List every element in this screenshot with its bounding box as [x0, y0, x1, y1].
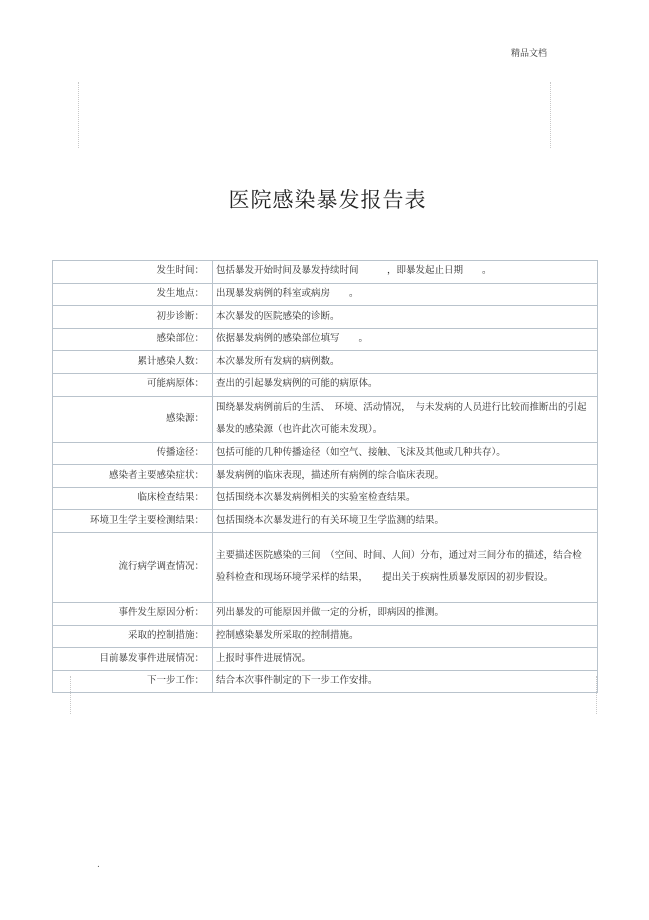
row-label: 事件发生原因分析：	[53, 602, 213, 625]
table-row	[53, 283, 598, 306]
margin-guide	[78, 82, 79, 148]
table-row	[53, 625, 598, 648]
row-label: 目前暴发事件进展情况：	[53, 648, 213, 671]
row-label: 采取的控制措施：	[53, 625, 213, 648]
row-value: 查出的引起暴发病例的可能的病原体。	[213, 373, 598, 396]
table-row	[53, 351, 598, 374]
row-value: 包括暴发开始时间及暴发持续时间 ，即暴发起止日期 。	[213, 261, 598, 284]
row-value: 主要描述医院感染的三间 （空间、时间、人间）分布，通过对三间分布的描述，结合检验科检查和现场环境学采样的结果， 提出关于疾病性质暴发原因的初步假设。	[213, 532, 598, 602]
row-label: 临床检查结果：	[53, 487, 213, 510]
row-value: 暴发病例的临床表现，描述所有病例的综合临床表现。	[213, 465, 598, 488]
table-row	[53, 442, 598, 465]
row-value: 包括围绕本次暴发病例相关的实验室检查结果。	[213, 487, 598, 510]
table-row	[53, 396, 598, 442]
table-row	[53, 261, 598, 284]
row-value: 上报时事件进展情况。	[213, 648, 598, 671]
row-label: 下一步工作：	[53, 670, 213, 693]
row-value: 本次暴发所有发病的病例数。	[213, 351, 598, 374]
row-value: 包括可能的几种传播途径（如空气、接触、飞沫及其他或几种共存）。	[213, 442, 598, 465]
table-row	[53, 602, 598, 625]
row-value: 围绕暴发病例前后的生活、 环境、活动情况， 与未发病的人员进行比较而推断出的引起暴发的感染源（也许此次可能未发现）。	[213, 396, 598, 442]
table-row	[53, 465, 598, 488]
row-label: 环境卫生学主要检测结果：	[53, 510, 213, 533]
table-row	[53, 532, 598, 602]
row-value: 出现暴发病例的科室或病房 。	[213, 283, 598, 306]
row-label: 初步诊断：	[53, 306, 213, 329]
row-value: 本次暴发的医院感染的诊断。	[213, 306, 598, 329]
row-label: 可能病原体：	[53, 373, 213, 396]
row-label: 感染者主要感染症状：	[53, 465, 213, 488]
row-label: 感染源：	[53, 396, 213, 442]
row-value: 控制感染暴发所采取的控制措施。	[213, 625, 598, 648]
footer-mark: .	[97, 860, 100, 870]
row-label: 发生时间：	[53, 261, 213, 284]
row-value: 结合本次事件制定的下一步工作安排。	[213, 670, 598, 693]
row-value: 列出暴发的可能原因并做一定的分析，即病因的推测。	[213, 602, 598, 625]
row-label: 发生地点：	[53, 283, 213, 306]
margin-guide	[550, 82, 551, 148]
table-row	[53, 670, 598, 693]
margin-guide	[596, 676, 597, 714]
header-note: 精品文档	[511, 49, 548, 59]
table-row	[53, 487, 598, 510]
table-row	[53, 648, 598, 671]
row-label: 传播途径：	[53, 442, 213, 465]
table-row	[53, 510, 598, 533]
table-row	[53, 373, 598, 396]
row-value: 依据暴发病例的感染部位填写 。	[213, 328, 598, 351]
row-label: 感染部位：	[53, 328, 213, 351]
table-row	[53, 306, 598, 329]
report-table	[52, 260, 598, 693]
margin-guide	[70, 676, 71, 714]
report-title: 医院感染暴发报告表	[228, 188, 427, 212]
row-label: 累计感染人数：	[53, 351, 213, 374]
table-row	[53, 328, 598, 351]
row-value: 包括围绕本次暴发进行的有关环境卫生学监测的结果。	[213, 510, 598, 533]
row-label: 流行病学调查情况：	[53, 532, 213, 602]
